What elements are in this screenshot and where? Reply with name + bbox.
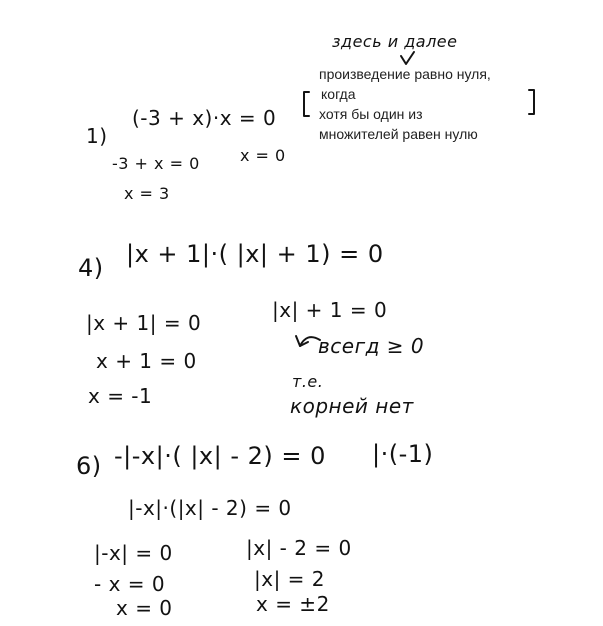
problem-6-left-3: x = 0 [116,596,173,620]
note-line-4: множителей равен нулю [319,126,478,142]
problem-6-left-2: - x = 0 [94,572,166,596]
problem-6-equation-2: |-x|·(|x| - 2) = 0 [128,496,292,520]
problem-6-left-1: |-x| = 0 [94,541,173,565]
problem-6-right-3: x = ±2 [256,592,330,616]
note-right-bracket [529,90,534,114]
problem-4-equation: |x + 1|·( |x| + 1) = 0 [126,240,384,268]
problem-1-label: 1) [86,124,108,148]
note-annotation: здесь и далее [332,32,458,51]
problem-1-result: x = 3 [124,184,170,203]
problem-6-multiplier: |·(-1) [372,440,434,468]
problem-4-right-4: корней нет [290,394,414,418]
problem-6-label: 6) [76,452,102,480]
problem-1-equation: (-3 + x)·x = 0 [132,106,277,130]
problem-6-right-2: |x| = 2 [254,567,326,591]
problem-6-equation: -|-x|·( |x| - 2) = 0 [114,442,326,470]
note-line-1: произведение равно нуля, [319,66,491,82]
problem-4-right-3: т.е. [292,372,324,391]
curved-arrow-icon [300,337,320,346]
problem-4-left-2: x + 1 = 0 [96,349,197,373]
note-line-3: хотя бы один из [319,106,423,122]
problem-4-left-1: |x + 1| = 0 [86,311,202,335]
problem-4-left-3: x = -1 [88,384,153,408]
annotation-caret [401,52,414,64]
note-left-bracket [304,92,309,116]
problem-4-right-1: |x| + 1 = 0 [272,298,388,322]
problem-1-step-right: x = 0 [240,146,286,165]
problem-1-step-left: -3 + x = 0 [112,154,200,173]
problem-6-right-1: |x| - 2 = 0 [246,536,352,560]
problem-4-label: 4) [78,254,104,282]
problem-4-right-2: всегд ≥ 0 [318,334,425,358]
note-line-2: когда [321,86,356,102]
